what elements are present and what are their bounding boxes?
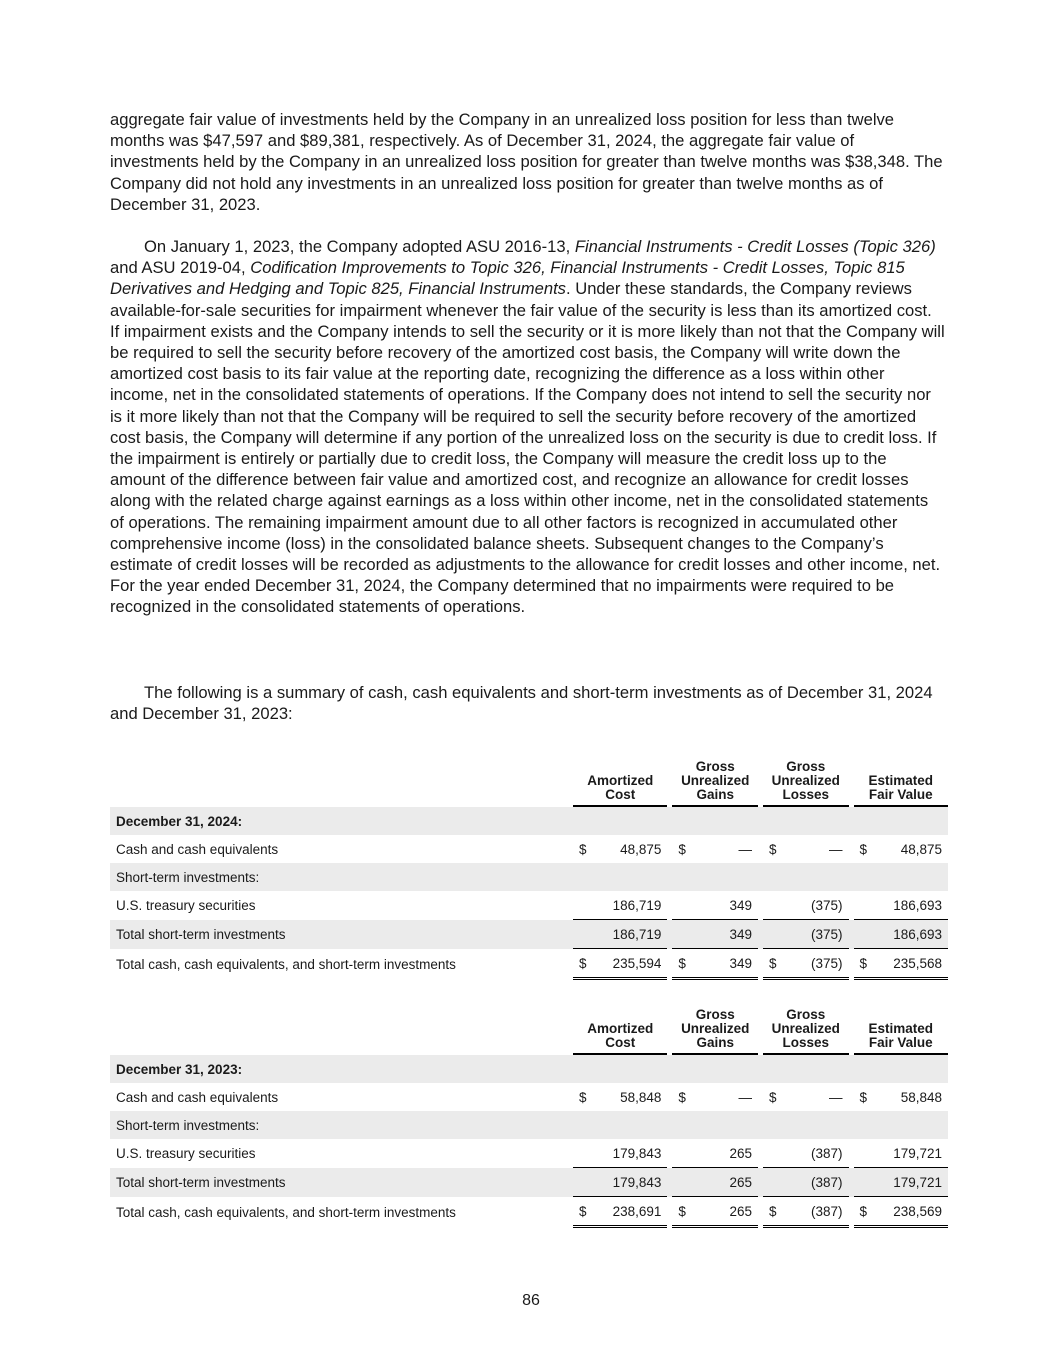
text: and ASU 2019-04, <box>110 258 251 278</box>
column-header <box>763 1008 849 1055</box>
currency-symbol <box>672 1168 692 1197</box>
currency-symbol <box>672 807 692 835</box>
currency-symbol <box>672 1055 692 1083</box>
cell-value: 235,568 <box>874 949 948 980</box>
currency-symbol <box>763 1111 783 1139</box>
row-label: Cash and cash equivalents <box>116 841 279 857</box>
cell-value <box>593 1111 667 1139</box>
column-header-line: Gross <box>695 759 735 774</box>
cell-value <box>692 1055 758 1083</box>
italic-title: Financial Instruments - Credit Losses (Topic 326) <box>574 237 936 256</box>
row-label: Short-term investments: <box>110 863 568 891</box>
currency-symbol: $ <box>768 1089 777 1105</box>
currency-symbol <box>854 1168 874 1197</box>
cell-value: 186,719 <box>593 891 667 920</box>
column-header-line: Unrealized <box>681 1021 750 1036</box>
currency-symbol: $ <box>573 949 593 980</box>
currency-symbol: $ <box>573 1197 593 1228</box>
cell-value <box>783 807 849 835</box>
column-header-line: Fair Value <box>868 787 933 802</box>
cell-value: 265 <box>692 1197 758 1228</box>
currency-symbol <box>854 1139 874 1168</box>
column-header-line: Cost <box>605 787 636 802</box>
cell-value <box>783 1111 849 1139</box>
cell-value: 238,691 <box>593 1197 667 1228</box>
column-header <box>854 1008 948 1055</box>
currency-symbol <box>573 920 593 949</box>
currency-symbol <box>672 1139 692 1168</box>
cell-value: (387) <box>783 1139 849 1168</box>
currency-symbol <box>573 891 593 920</box>
column-header <box>573 1008 667 1055</box>
cell-value: 186,719 <box>593 920 667 949</box>
column-header-line: Unrealized <box>771 1021 840 1036</box>
currency-symbol <box>854 1055 874 1083</box>
row-label: Total cash, cash equivalents, and short-term investments <box>116 957 456 972</box>
column-header-line: Amortized <box>587 773 654 788</box>
cell-value <box>692 807 758 835</box>
table-row <box>110 920 948 949</box>
column-header-line: Gains <box>696 787 734 802</box>
currency-symbol: $ <box>859 841 868 857</box>
cell-value: (387) <box>783 1168 849 1197</box>
cell-value: 238,569 <box>874 1197 948 1228</box>
cell-value: 349 <box>692 949 758 980</box>
currency-symbol: $ <box>678 1089 686 1105</box>
currency-symbol <box>672 863 692 891</box>
currency-symbol <box>854 920 874 949</box>
currency-symbol: $ <box>763 949 783 980</box>
currency-symbol: $ <box>672 1197 692 1228</box>
cell-value: 48,875 <box>620 841 662 857</box>
cell-value: 349 <box>692 891 758 920</box>
currency-symbol <box>573 1139 593 1168</box>
currency-symbol <box>763 807 783 835</box>
row-label: December 31, 2024: <box>110 807 568 835</box>
table-row <box>110 863 948 891</box>
cell-value: 58,848 <box>620 1089 662 1105</box>
column-header-line: Unrealized <box>681 773 750 788</box>
cell-value: — <box>829 841 843 857</box>
currency-symbol <box>672 891 692 920</box>
cell-value: — <box>829 1089 843 1105</box>
currency-symbol <box>573 1055 593 1083</box>
header-spacer <box>110 1008 568 1055</box>
currency-symbol: $ <box>854 949 874 980</box>
cell-value <box>783 863 849 891</box>
cell-value: 265 <box>692 1168 758 1197</box>
row-label: U.S. treasury securities <box>116 898 256 913</box>
currency-symbol: $ <box>579 1089 587 1105</box>
currency-symbol <box>854 1111 874 1139</box>
cell-value: 179,843 <box>593 1168 667 1197</box>
column-header-line: Gross <box>695 1007 735 1022</box>
table-row <box>110 891 948 920</box>
cell-value: (375) <box>783 949 849 980</box>
currency-symbol: $ <box>678 841 686 857</box>
header-row <box>110 1008 948 1055</box>
cell-value <box>874 863 948 891</box>
column-header-line: Unrealized <box>771 773 840 788</box>
currency-symbol <box>854 807 874 835</box>
currency-symbol <box>573 1168 593 1197</box>
investments-table-2023 <box>110 1008 948 1228</box>
table-row <box>110 1168 948 1197</box>
column-header <box>763 760 849 807</box>
row-label: Cash and cash equivalents <box>116 1089 279 1105</box>
table-row <box>110 1197 948 1228</box>
cell-value: 58,848 <box>900 1089 942 1105</box>
column-header-line: Losses <box>782 1035 830 1050</box>
currency-symbol <box>854 863 874 891</box>
header-spacer <box>110 760 568 807</box>
cell-value: 186,693 <box>874 891 948 920</box>
column-header-line: Cost <box>605 1035 636 1050</box>
currency-symbol <box>763 1055 783 1083</box>
column-header-line: Gross <box>786 759 826 774</box>
currency-symbol <box>763 863 783 891</box>
cell-value: 349 <box>692 920 758 949</box>
column-header-line: Estimated <box>868 773 934 788</box>
paragraph-summary-intro: The following is a summary of cash, cash equivalents and short-term investments as of December 31, 2024 and December 31, 2023: <box>110 683 933 724</box>
currency-symbol: $ <box>763 1197 783 1228</box>
cell-value: 179,721 <box>874 1168 948 1197</box>
table-row <box>110 1083 948 1111</box>
currency-symbol <box>573 1111 593 1139</box>
cell-value: 179,843 <box>593 1139 667 1168</box>
row-label: Total short-term investments <box>110 920 568 949</box>
currency-symbol: $ <box>672 949 692 980</box>
cell-value <box>692 1111 758 1139</box>
cell-value: 179,721 <box>874 1139 948 1168</box>
cell-value: 186,693 <box>874 920 948 949</box>
column-header-line: Fair Value <box>868 1035 933 1050</box>
currency-symbol <box>763 891 783 920</box>
currency-symbol <box>763 1168 783 1197</box>
cell-value <box>593 863 667 891</box>
italic-title: Codification Improvements to Topic 326, Financial Instruments - Credit Losses, Topic 815 Derivatives and Hedging and Topic 825, Financial Instruments <box>110 258 905 299</box>
currency-symbol: $ <box>854 1197 874 1228</box>
cell-value: (387) <box>783 1197 849 1228</box>
table-row <box>110 1055 948 1083</box>
table-row <box>110 1139 948 1168</box>
column-header-line: Losses <box>782 787 830 802</box>
row-label: December 31, 2023: <box>110 1055 568 1083</box>
currency-symbol <box>672 1111 692 1139</box>
currency-symbol <box>672 920 692 949</box>
cell-value <box>593 807 667 835</box>
cell-value: 265 <box>692 1139 758 1168</box>
cell-value <box>874 1055 948 1083</box>
text: . Under these standards, the Company reviews available-for-sale securities for impairment whenever the fair value of the security is less than its amortized cost. If impairment exists and the Company intends to sell the security or it is more likely than not that the Company will be required to sell the security before recovery of the amortized cost basis, the Company will write down the amortized cost basis to its fair value at the reporting date, recognizing the difference as a loss within other income, net in the consolidated statements of operations. If the Company does not intend to sell the security nor is it more likely than not that the Company will be required to sell the security before recovery of the amortized cost basis, the Company will determine if any portion of the unrealized loss on the security is due to credit loss. If the impairment is entirely or partially due to credit loss, the Company will measure the credit loss up to the amount of the difference between fair value and amortized cost, and recognize an allowance for credit losses along with the related charge against earnings as a loss within other income, net in the consolidated statements of operations. The remaining impairment amount due to all other factors is recognized in accumulated other comprehensive income (loss) in the consolidated balance sheets. Subsequent changes to the Company’s estimate of credit losses will be recorded as adjustments to the allowance for credit losses and other income, net. For the year ended December 31, 2024, the Company determined that no impairments were required to be recognized in the consolidated statements of operations. <box>110 279 945 617</box>
currency-symbol <box>573 863 593 891</box>
header-row <box>110 760 948 807</box>
text: On January 1, 2023, the Company adopted ASU 2016-13, <box>144 237 575 256</box>
paragraph-asu-adoption <box>110 236 945 618</box>
page-number: 86 <box>522 1292 540 1309</box>
table-row <box>110 807 948 835</box>
currency-symbol: $ <box>768 841 777 857</box>
table-row <box>110 1111 948 1139</box>
column-header-line: Gains <box>696 1035 734 1050</box>
row-label: U.S. treasury securities <box>116 1146 256 1161</box>
cell-value <box>874 807 948 835</box>
cell-value: (375) <box>783 920 849 949</box>
table-row <box>110 835 948 863</box>
paragraph-unrealized-loss: aggregate fair value of investments held by the Company in an unrealized loss position for less than twelve months was $47,597 and $89,381, respectively. As of December 31, 2024, the aggregate fair value of investments held by the Company in an unrealized loss position for greater than twelve months was $38,348. The Company did not hold any investments in an unrealized loss position for greater than twelve months as of December 31, 2023. <box>110 110 943 214</box>
column-header <box>672 1008 758 1055</box>
currency-symbol: $ <box>579 841 587 857</box>
column-header-line: Gross <box>786 1007 826 1022</box>
column-header <box>854 760 948 807</box>
column-header <box>672 760 758 807</box>
column-header <box>573 760 667 807</box>
table-row <box>110 949 948 980</box>
cell-value: (375) <box>783 891 849 920</box>
row-label: Short-term investments: <box>110 1111 568 1139</box>
row-label: Total short-term investments <box>110 1168 568 1197</box>
cell-value <box>593 1055 667 1083</box>
investments-table-2024 <box>110 760 948 980</box>
cell-value: — <box>738 841 752 857</box>
cell-value: 235,594 <box>593 949 667 980</box>
currency-symbol <box>854 891 874 920</box>
cell-value <box>783 1055 849 1083</box>
cell-value <box>874 1111 948 1139</box>
currency-symbol <box>573 807 593 835</box>
column-header-line: Estimated <box>868 1021 934 1036</box>
currency-symbol <box>763 920 783 949</box>
currency-symbol <box>763 1139 783 1168</box>
column-header-line: Amortized <box>587 1021 654 1036</box>
cell-value: 48,875 <box>900 841 942 857</box>
currency-symbol: $ <box>859 1089 868 1105</box>
cell-value: — <box>738 1089 752 1105</box>
cell-value <box>692 863 758 891</box>
row-label: Total cash, cash equivalents, and short-term investments <box>116 1205 456 1220</box>
